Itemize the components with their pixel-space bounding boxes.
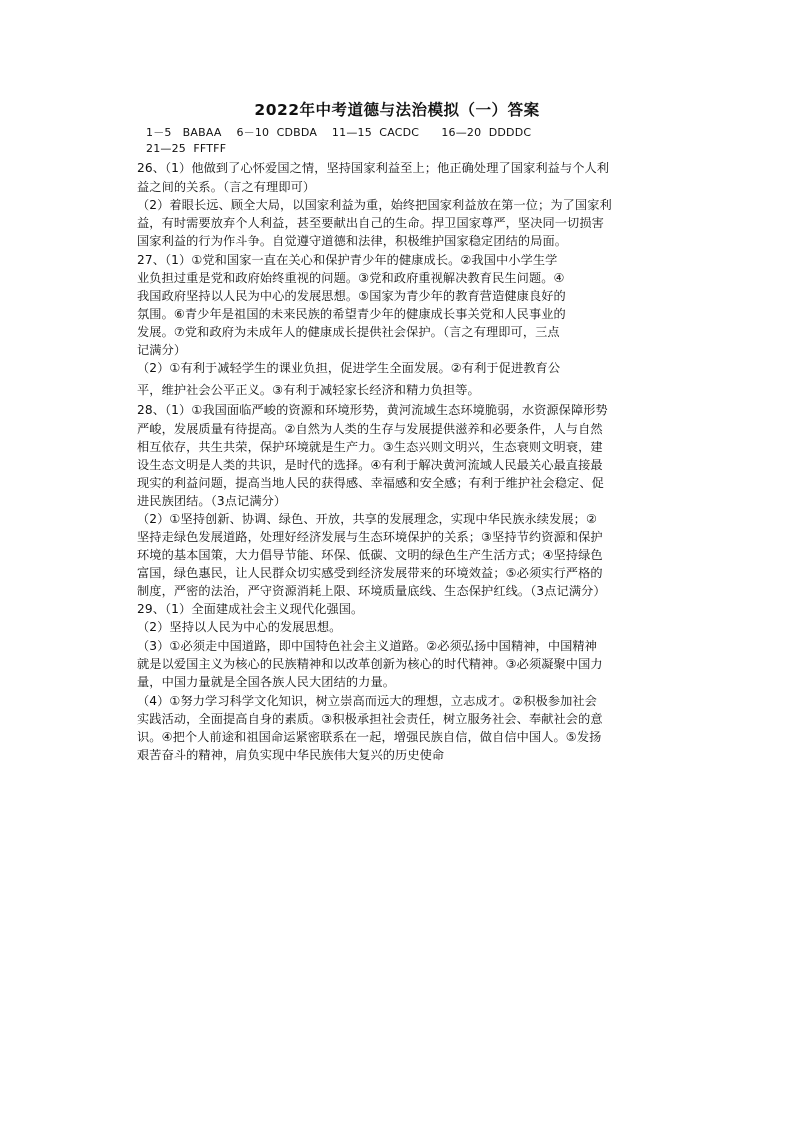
answer-line: 平，维护社会公平正义。③有利于减轻家长经济和精力负担等。 xyxy=(137,383,480,397)
answer-line: 27、（1）①党和国家一直在关心和保护青少年的健康成长。②我国中小学生学 xyxy=(137,253,558,267)
answer-line: 艰苦奋斗的精神，肩负实现中华民族伟大复兴的历史使命 xyxy=(137,748,445,762)
answer-line: （3）①必须走中国道路，即中国特色社会主义道路。②必须弘扬中国精神，中国精神 xyxy=(137,639,597,653)
answer-line: 制度，严密的法治，严守资源消耗上限、环境质量底线、生态保护红线。（3点记满分） xyxy=(137,584,606,598)
answer-line: 现实的利益问题，提高当地人民的获得感、幸福感和安全感；有利于维护社会稳定、促 xyxy=(137,476,604,490)
answer-line: 28、（1）①我国面临严峻的资源和环境形势，黄河流域生态环境脆弱，水资源保障形势 xyxy=(137,403,608,417)
answer-line: （2）着眼长远、顾全大局，以国家利益为重，始终把国家利益放在第一位；为了国家利 xyxy=(137,198,612,212)
answer-line: 实践活动，全面提高自身的素质。③积极承担社会责任，树立服务社会、奉献社会的意 xyxy=(137,712,603,726)
answer-line: （4）①努力学习科学文化知识，树立崇高而远大的理想，立志成才。②积极参加社会 xyxy=(137,694,597,708)
answer-line: 设生态文明是人类的共识，是时代的选择。④有利于解决黄河流域人民最关心最直接最 xyxy=(137,458,603,472)
answer-line: 国家利益的行为作斗争。自觉遵守道德和法律，积极维护国家稳定团结的局面。 xyxy=(137,234,568,248)
answer-line: 发展。⑦党和政府为未成年人的健康成长提供社会保护。（言之有理即可，三点 xyxy=(137,325,560,339)
answer-line: 严峻，发展质量有待提高。②自然为人类的生存与发展提供滋养和必要条件，人与自然 xyxy=(137,422,603,436)
answer-line: 就是以爱国主义为核心的民族精神和以改革创新为核心的时代精神。③必须凝聚中国力 xyxy=(137,657,603,671)
answer-line: 26、（1）他做到了心怀爱国之情，坚持国家利益至上；他正确处理了国家利益与个人利 xyxy=(137,161,610,175)
choice-answers-row-1: 1－5 BABAA 6－10 CDBDA 11—15 CACDC 16—20 DDDDC xyxy=(146,126,532,139)
answer-line: 29、（1）全面建成社会主义现代化强国。 xyxy=(137,602,364,616)
answer-line: 氛围。⑥青少年是祖国的未来民族的希望青少年的健康成长事关党和人民事业的 xyxy=(137,307,566,321)
answer-line: 业负担过重是党和政府始终重视的问题。③党和政府重视解决教育民生问题。④ xyxy=(137,271,565,285)
answer-line: （2）坚持以人民为中心的发展思想。 xyxy=(137,620,342,634)
answer-line: 记满分） xyxy=(137,343,187,357)
answer-line: 益，有时需要放弃个人利益，甚至要献出自己的生命。捍卫国家尊严，坚决同一切损害 xyxy=(137,216,604,230)
choice-answers-row-2: 21—25 FFTFF xyxy=(146,142,227,155)
answer-line: 进民族团结。（3点记满分） xyxy=(137,494,287,508)
answer-line: 量，中国力量就是全国各族人民大团结的力量。 xyxy=(137,675,396,689)
answer-line: 相互依存，共生共荣，保护环境就是生产力。③生态兴则文明兴，生态衰则文明衰，建 xyxy=(137,440,603,454)
page-title: 2022年中考道德与法治模拟（一）答案 xyxy=(254,101,540,119)
answer-line: 坚持走绿色发展道路，处理好经济发展与生态环境保护的关系；③坚持节约资源和保护 xyxy=(137,530,603,544)
answer-line: 富国，绿色惠民，让人民群众切实感受到经济发展带来的环境效益；⑤必须实行严格的 xyxy=(137,566,603,580)
answer-line: 环境的基本国策，大力倡导节能、环保、低碳、文明的绿色生产生活方式；④坚持绿色 xyxy=(137,548,603,562)
answer-line: （2）①有利于减轻学生的课业负担，促进学生全面发展。②有利于促进教育公 xyxy=(137,361,561,375)
answer-line: （2）①坚持创新、协调、绿色、开放，共享的发展理念，实现中华民族永续发展；② xyxy=(137,512,597,526)
answer-line: 我国政府坚持以人民为中心的发展思想。⑤国家为青少年的教育营造健康良好的 xyxy=(137,289,566,303)
answer-line: 识。④把个人前途和祖国命运紧密联系在一起，增强民族自信，做自信中国人。⑤发扬 xyxy=(137,730,602,744)
answer-line: 益之间的关系。（言之有理即可） xyxy=(137,180,316,194)
